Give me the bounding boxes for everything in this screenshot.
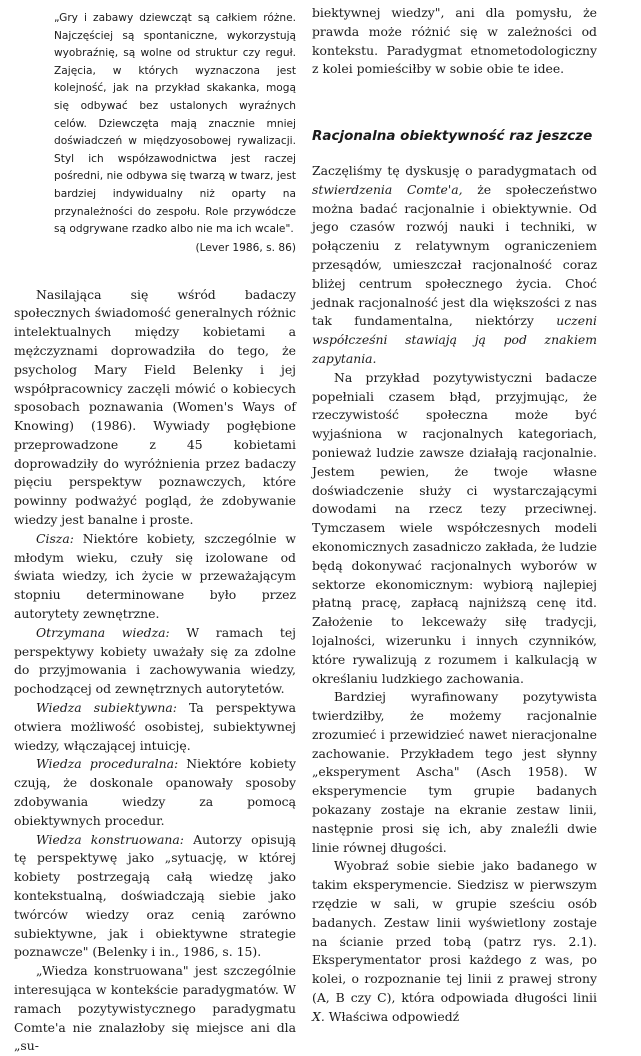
paragraph (14, 530, 296, 624)
paragraph-text: Wyobraź sobie siebie jako badanego w takim eksperymencie. Siedzisz w pierwszym rzędzie w sali, w grupie sześciu osób badanych. Zestaw linii wyświetlony zostaje na ścianie przed tobą (patrz rys. 2.1). Eksperymentator prosi każdego z was, po kolei, o rozpoznanie tej linii z prawej strony (A, B czy C), która odpowiada długości linii (312, 858, 597, 1006)
paragraph-text: W ramach tej perspektywy kobiety uważały się za zdolne do przyjmowania i zachowywania wiedzy, pochodzącej od zewnętrznych autorytetów. (14, 624, 296, 697)
paragraph-lead: Otrzymana wiedza: (36, 624, 170, 640)
block-quote: „Gry i zabawy dziewcząt są całkiem różne. Najczęściej są spontaniczne, wykorzystują wyobraźnię, są wolne od struktur czy reguł. Zajęcia, w których wyznaczona jest kolejność, jak na przykład skakanka, mogą się odbywać bez ustalonych wyraźnych celów. Dziewczęta mają znacznie mniej doświadczeń w międzyosobowej rywalizacji. Styl ich współzawodnictwa jest raczej pośredni, nie odbywa się twarzą w twarz, jest bardziej indywidualny niż oparty na przynależności do zespołu. Role przywódcze są odgrywane rzadko albo nie ma ich wcale". (54, 12, 296, 236)
paragraph-text: Niektóre kobiety, szczególnie w młodym wieku, czuły się izolowane od świata wiedzy, ich życie w przeważającym stopniu determinowane było przez autorytety zewnętrzne. (14, 530, 296, 622)
paragraph-lead: Cisza: (36, 530, 74, 546)
paragraph (14, 755, 296, 830)
paragraph: „Wiedza konstruowana" jest szczególnie interesująca w kontekście paradygmatów. W ramach pozytywistycznego paradygmatu Comte'a nie znalazłoby się miejsce ani dla „su- (14, 963, 296, 1054)
paragraph: Bardziej wyrafinowany pozytywista twierdziłby, że możemy racjonalnie zrozumieć i przewidzieć nawet nieracjonalne zachowanie. Przykładem tego jest słynny „eksperyment Ascha" (Asch 1958). W eksperymencie tym grupie badanych pokazany zostaje na ekranie zestaw linii, następnie prosi się ich, aby znaleźli dwie linie równej długości. (312, 689, 597, 855)
right-column (312, 4, 597, 1027)
emphasis: X. (312, 1008, 325, 1024)
paragraph: Nasilająca się wśród badaczy społecznych świadomość generalnych różnic intelektualnych między kobietami a mężczyznami doprowadziła do tego, że psycholog Mary Field Belenky i jej współpracownicy zaczęli mówić o kobiecych sposobach poznawania (Women's Ways of Knowing) (1986). Wywiady pogłębione przeprowadzone z 45 kobietami doprowadziły do wyróżnienia przez badaczy pięciu perspektyw poznawczych, które powinny podważyć pogląd, że zdobywanie wiedzy jest banalne i proste. (14, 286, 296, 528)
paragraph (312, 857, 597, 1026)
quote-citation: (Lever 1986, s. 86) (195, 241, 296, 254)
paragraph (14, 699, 296, 755)
emphasis: stwierdzenia Comte'a, (312, 181, 463, 197)
paragraph (14, 624, 296, 699)
left-column (14, 4, 296, 1056)
paragraph-lead: Wiedza subiektywna: (36, 700, 177, 716)
paragraph: Na przykład pozytywistyczni badacze popełniali czasem błąd, przyjmując, że rzeczywistość społeczna może być wyjaśniona w racjonalnych kategoriach, ponieważ ludzie zawsze działają racjonalnie. Jestem pewien, że twoje własne doświadczenie służy ci wystarczającymi dowodami na rzecz tezy przeciwnej. Tymczasem wiele współczesnych modeli ekonomicznych zasadniczo zakłada, że ludzie będą dokonywać racjonalnych wyborów w sektorze ekonomicznym: wybiorą najlepiej płatną pracę, zapłacą najniższą cenę itd. Założenie to lekceważy siłę tradycji, lojalności, wizerunku i innych czynników, które rywalizują z rozumem i kalkulacją w określaniu ludzkiego zachowania. (312, 369, 597, 686)
emphasis: uczeni współcześni stawiają ją pod znakiem zapytania. (312, 313, 597, 366)
paragraph-text: Autorzy opisują tę perspektywę jako „sytuację, w której kobiety postrzegają całą wiedzę jako kontekstualną, doświadczają siebie jako twórców wiedzy oraz cenią zarówno subiektywne, jak i obiektywne strategie poznawcze" (Belenky i in., 1986, s. 15). (14, 831, 296, 960)
section-heading: Racjonalna obiektywność raz jeszcze (312, 128, 593, 145)
paragraph-text: Ta perspektywa otwiera możliwość osobistej, subiektywnej wiedzy, włączającej intuicję. (14, 700, 296, 753)
paragraph-text: że społeczeństwo można badać racjonalnie i obiektywnie. Od jego czasów rozwój nauki i techniki, w połączeniu z relatywnym ograniczeniem przesądów, umieszczał racjonalność coraz bliżej centrum społecznego życia. Choć jednak racjonalność jest dla większości z nas tak fundamentalna, niektórzy (312, 181, 597, 329)
paragraph (14, 831, 296, 963)
paragraph-lead: Wiedza proceduralna: (36, 756, 179, 772)
paragraph (312, 162, 597, 369)
paragraph-continuation: biektywnej wiedzy", ani dla pomysłu, że prawda może różnić się w zależności od kontekstu. Paradygmat etnometodologiczny z kolei pomieściłby w sobie obie te idee. (312, 5, 597, 77)
paragraph-text: Zaczęliśmy tę dyskusję o paradygmatach od (312, 162, 597, 178)
paragraph-lead: Wiedza konstruowana: (36, 831, 184, 847)
paragraph-text: Właściwa odpowiedź (324, 1008, 460, 1024)
paragraph-text: Niektóre kobiety czują, że doskonale opanowały sposoby zdobywania wiedzy za pomocą obiektywnych procedur. (14, 756, 296, 828)
